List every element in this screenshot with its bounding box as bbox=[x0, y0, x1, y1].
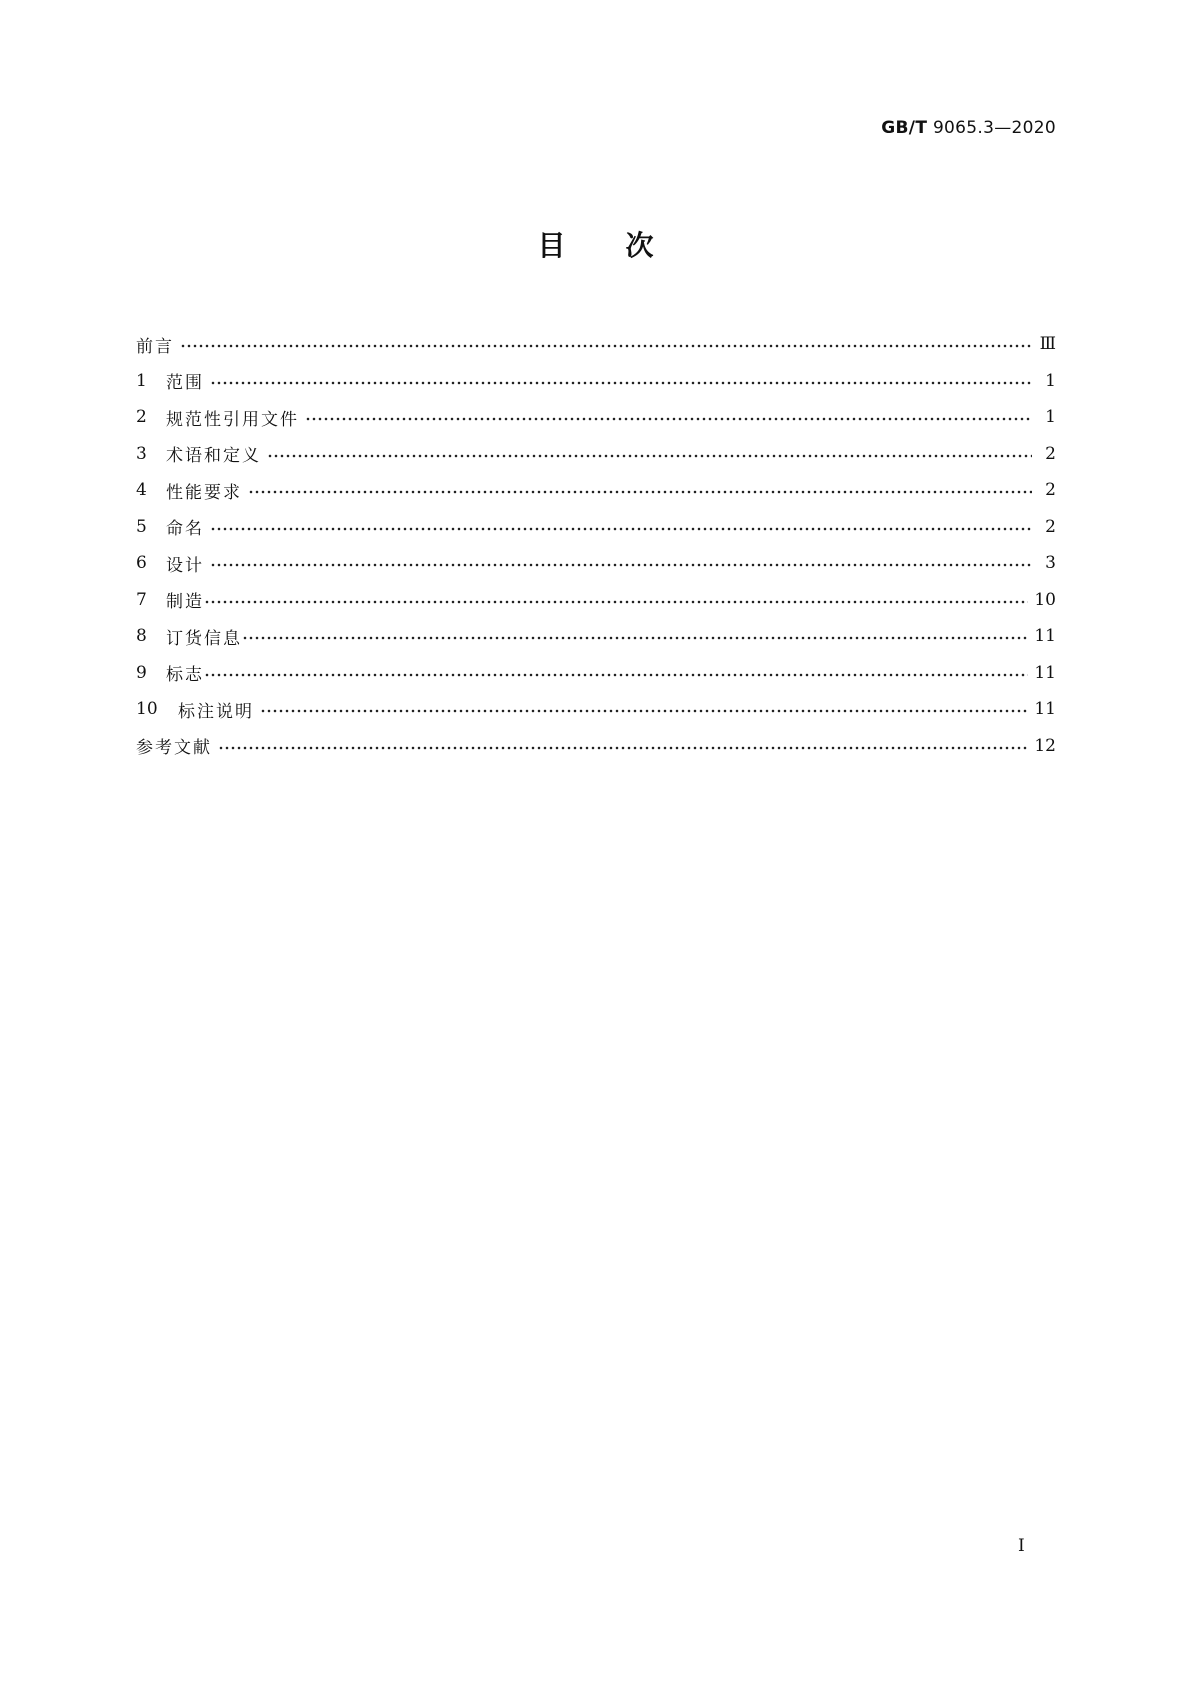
toc-entry[interactable] bbox=[136, 436, 1056, 473]
toc-entry[interactable] bbox=[136, 545, 1056, 582]
toc-entry-label: 设计 bbox=[166, 555, 204, 576]
toc-entry-page: 2 bbox=[1045, 443, 1056, 464]
toc-entry-number: 6 bbox=[136, 553, 147, 574]
toc-entry[interactable] bbox=[136, 691, 1056, 728]
toc-leader-dots bbox=[218, 743, 1028, 753]
toc-entry-number: 2 bbox=[136, 407, 147, 428]
toc-entry-label: 术语和定义 bbox=[166, 446, 261, 467]
toc-entry[interactable] bbox=[136, 728, 1056, 765]
page-number: I bbox=[1018, 1536, 1025, 1556]
toc-entry-label: 标志 bbox=[166, 665, 204, 686]
standard-code: 9065.3—2020 bbox=[932, 118, 1056, 138]
toc-entry[interactable] bbox=[136, 363, 1056, 400]
toc-entry[interactable] bbox=[136, 509, 1056, 546]
toc-entry-page: 11 bbox=[1034, 699, 1056, 720]
toc-leader-dots bbox=[305, 414, 1032, 424]
toc-entry[interactable] bbox=[136, 655, 1056, 692]
toc-entry-page: 11 bbox=[1034, 626, 1056, 647]
toc-leader-dots bbox=[248, 487, 1032, 497]
toc-leader-dots bbox=[210, 378, 1032, 388]
toc-entry-number: 9 bbox=[136, 662, 147, 683]
toc-entry-label: 制造 bbox=[166, 592, 204, 613]
standard-prefix: GB/T bbox=[881, 118, 928, 138]
toc-entry-label: 范围 bbox=[166, 373, 204, 394]
toc-leader-dots bbox=[260, 706, 1028, 716]
toc-entry-number: 10 bbox=[136, 699, 158, 720]
toc-entry-label: 订货信息 bbox=[166, 628, 242, 649]
toc-leader-dots bbox=[204, 597, 1028, 607]
toc-leader-dots bbox=[210, 560, 1032, 570]
toc-entry-page: 11 bbox=[1034, 662, 1056, 683]
toc-leader-dots bbox=[204, 670, 1028, 680]
toc-entry-page: 2 bbox=[1045, 516, 1056, 537]
toc-entry[interactable] bbox=[136, 399, 1056, 436]
toc-entry-number: 4 bbox=[136, 480, 147, 501]
toc-entry[interactable] bbox=[136, 618, 1056, 655]
toc-leader-dots bbox=[267, 451, 1032, 461]
toc-entry-page: 2 bbox=[1045, 480, 1056, 501]
toc-entry-number: 7 bbox=[136, 589, 147, 610]
page-title: 目次 bbox=[537, 229, 714, 262]
toc-entry-page: 1 bbox=[1045, 370, 1056, 391]
standard-number bbox=[881, 118, 1056, 138]
toc-entry[interactable] bbox=[136, 326, 1056, 363]
toc-entry-label: 参考文献 bbox=[136, 738, 212, 759]
toc-leader-dots bbox=[210, 524, 1032, 534]
toc-entry-page: Ⅲ bbox=[1039, 334, 1056, 355]
toc-entry[interactable] bbox=[136, 582, 1056, 619]
toc-leader-dots bbox=[180, 341, 1032, 351]
toc-entry-label: 命名 bbox=[166, 519, 204, 540]
toc-entry-page: 10 bbox=[1034, 589, 1056, 610]
toc-entry-label: 性能要求 bbox=[166, 482, 242, 503]
toc-entry-number: 5 bbox=[136, 516, 147, 537]
table-of-contents bbox=[136, 326, 1056, 764]
toc-entry-number: 1 bbox=[136, 370, 147, 391]
toc-entry-page: 12 bbox=[1034, 735, 1056, 756]
toc-entry-label: 规范性引用文件 bbox=[166, 409, 299, 430]
toc-entry-label: 标注说明 bbox=[178, 701, 254, 722]
toc-entry-number: 3 bbox=[136, 443, 147, 464]
toc-entry-page: 3 bbox=[1045, 553, 1056, 574]
toc-entry-label: 前言 bbox=[136, 336, 174, 357]
toc-leader-dots bbox=[242, 633, 1028, 643]
toc-entry[interactable] bbox=[136, 472, 1056, 509]
toc-entry-page: 1 bbox=[1045, 407, 1056, 428]
toc-entry-number: 8 bbox=[136, 626, 147, 647]
